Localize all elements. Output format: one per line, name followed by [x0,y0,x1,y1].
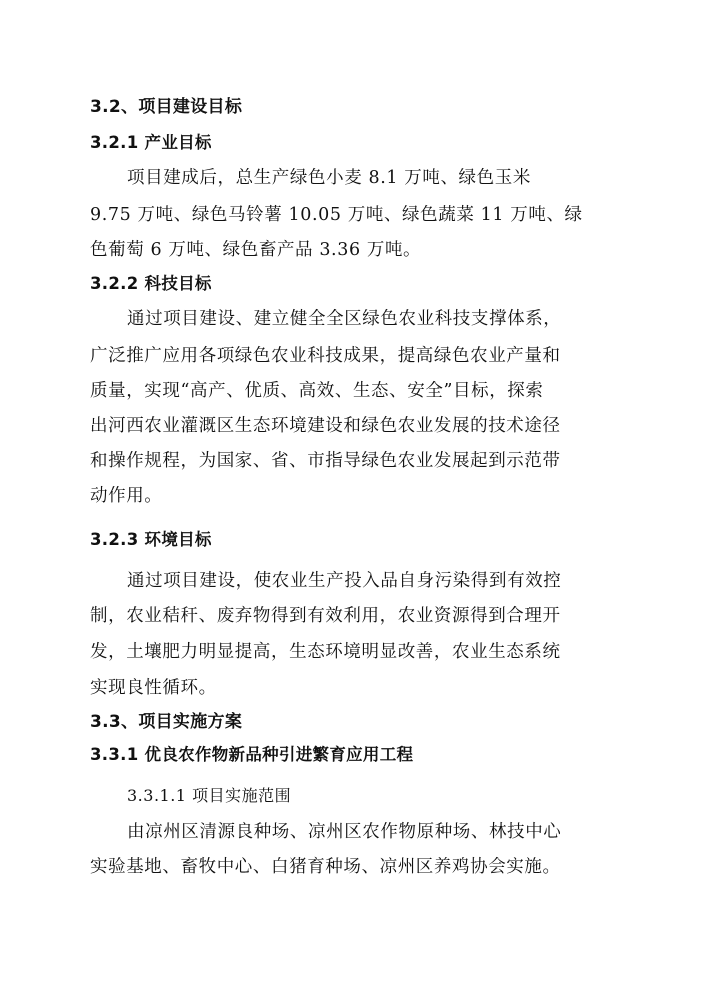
paragraph-line: 实现良性循环。 [90,678,217,698]
paragraph-line: 广泛推广应用各项绿色农业科技成果，提高绿色农业产量和 [90,346,561,366]
paragraph-line: 通过项目建设、建立健全全区绿色农业科技支撑体系， [127,309,562,329]
paragraph-line: 由凉州区清源良种场、凉州区农作物原种场、林技中心 [127,822,562,842]
paragraph-line: 色葡萄 6 万吨、绿色畜产品 3.36 万吨。 [90,240,422,260]
subsection-heading-3-2-1: 3.2.1 产业目标 [90,133,212,152]
paragraph-line: 质量，实现“高产、优质、高效、生态、安全”目标，探索 [90,381,544,401]
paragraph-line: 项目建成后，总生产绿色小麦 8.1 万吨、绿色玉米 [127,168,531,188]
subsection-heading-3-2-2: 3.2.2 科技目标 [90,274,212,293]
subsection-heading-3-2-3: 3.2.3 环境目标 [90,530,212,549]
paragraph-line: 实验基地、畜牧中心、白猪育种场、凉州区养鸡协会实施。 [90,857,561,877]
subsubsection-heading-3-3-1-1: 3.3.1.1 项目实施范围 [127,786,292,805]
subsection-heading-3-3-1: 3.3.1 优良农作物新品种引进繁育应用工程 [90,745,414,764]
paragraph-line: 动作用。 [90,486,163,506]
section-heading-3-3: 3.3、项目实施方案 [90,712,243,732]
paragraph-line: 9.75 万吨、绿色马铃薯 10.05 万吨、绿色蔬菜 11 万吨、绿 [90,205,583,225]
paragraph-line: 制，农业秸秆、废弃物得到有效利用，农业资源得到合理开 [90,606,561,626]
paragraph-line: 通过项目建设，使农业生产投入品自身污染得到有效控 [127,571,562,591]
paragraph-line: 出河西农业灌溉区生态环境建设和绿色农业发展的技术途径 [90,416,561,436]
paragraph-line: 和操作规程，为国家、省、市指导绿色农业发展起到示范带 [90,451,561,471]
section-heading-3-2: 3.2、项目建设目标 [90,97,243,117]
paragraph-line: 发，土壤肥力明显提高，生态环境明显改善，农业生态系统 [90,642,561,662]
